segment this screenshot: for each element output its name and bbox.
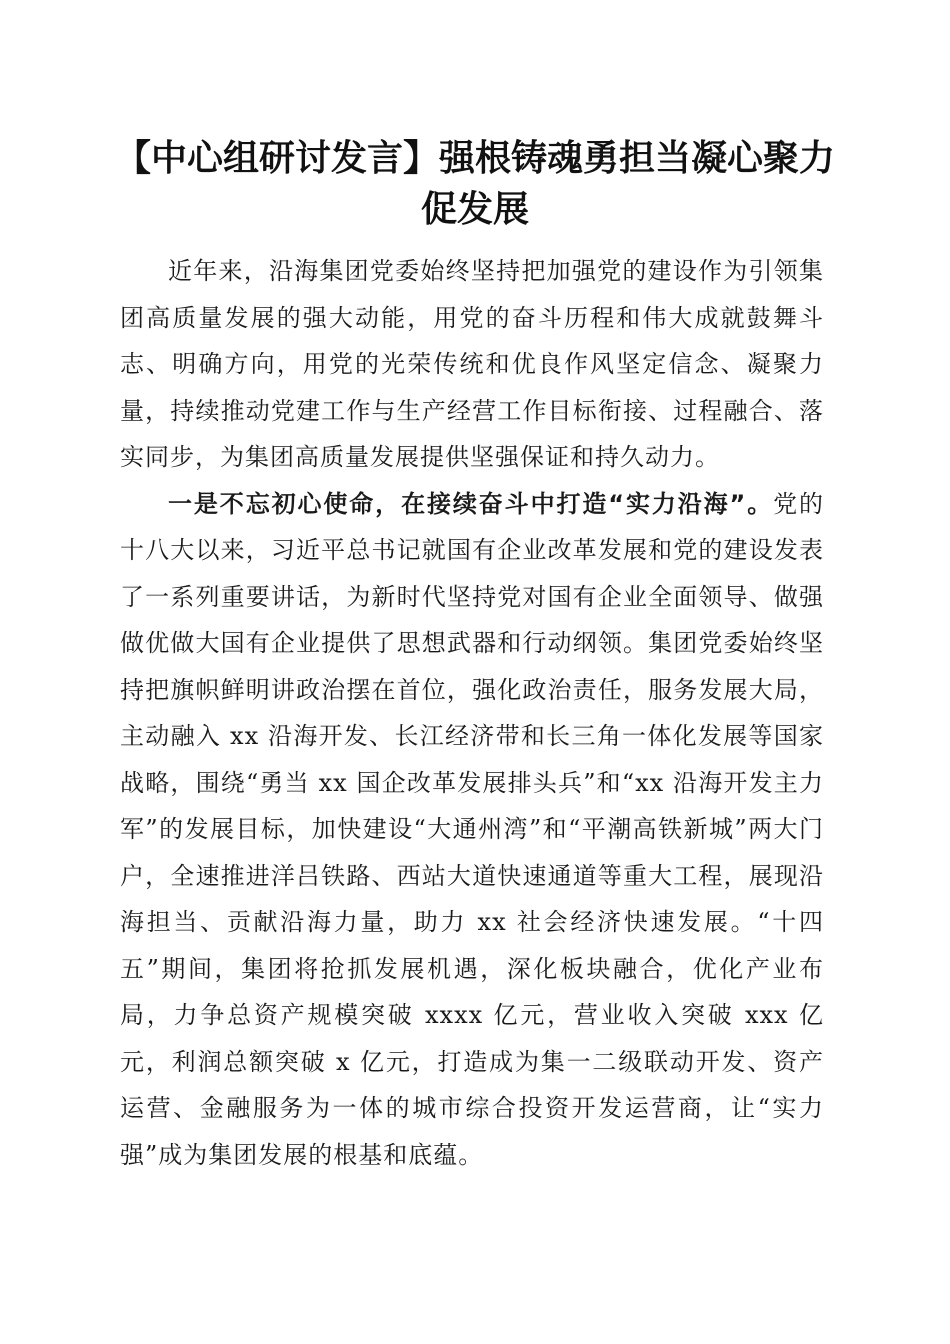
document-title: 【中心组研讨发言】强根铸魂勇担当凝心聚力促发展: [114, 137, 835, 230]
document-body: [120, 248, 824, 1178]
section-one-lead: 一是不忘初心使命，在接续奋斗中打造“实力沿海”。: [168, 489, 774, 518]
section-one-paragraph: [120, 481, 824, 1179]
intro-paragraph: [120, 248, 824, 481]
section-one-text: 党的十八大以来，习近平总书记就国有企业改革发展和党的建设发表了一系列重要讲话，为新时代坚持党对国有企业全面领导、做强做优做大国有企业提供了思想武器和行动纲领。集团党委始终坚持把旗帜鲜明讲政治摆在首位，强化政治责任，服务发展大局，主动融入 xx 沿海开发、长江经济带和长三角一体化发展等国家战略，围绕“勇当 xx 国企改革发展排头兵”和“xx 沿海开发主力军”的发展目标，加快建设“大通州湾”和“平潮高铁新城”两大门户，全速推进洋吕铁路、西站大道快速通道等重大工程，展现沿海担当、贡献沿海力量，助力 xx 社会经济快速发展。“十四五”期间，集团将抢抓发展机遇，深化板块融合，优化产业布局，力争总资产规模突破 xxxx 亿元，营业收入突破 xxx 亿元，利润总额突破 x 亿元，打造成为集一二级联动开发、资产运营、金融服务为一体的城市综合投资开发运营商，让“实力强”成为集团发展的根基和底蕴。: [120, 489, 825, 1169]
intro-paragraph-text: 近年来，沿海集团党委始终坚持把加强党的建设作为引领集团高质量发展的强大动能，用党的奋斗历程和伟大成就鼓舞斗志、明确方向，用党的光荣传统和优良作风坚定信念、凝聚力量，持续推动党建工作与生产经营工作目标衔接、过程融合、落实同步，为集团高质量发展提供坚强保证和持久动力。: [120, 257, 824, 471]
